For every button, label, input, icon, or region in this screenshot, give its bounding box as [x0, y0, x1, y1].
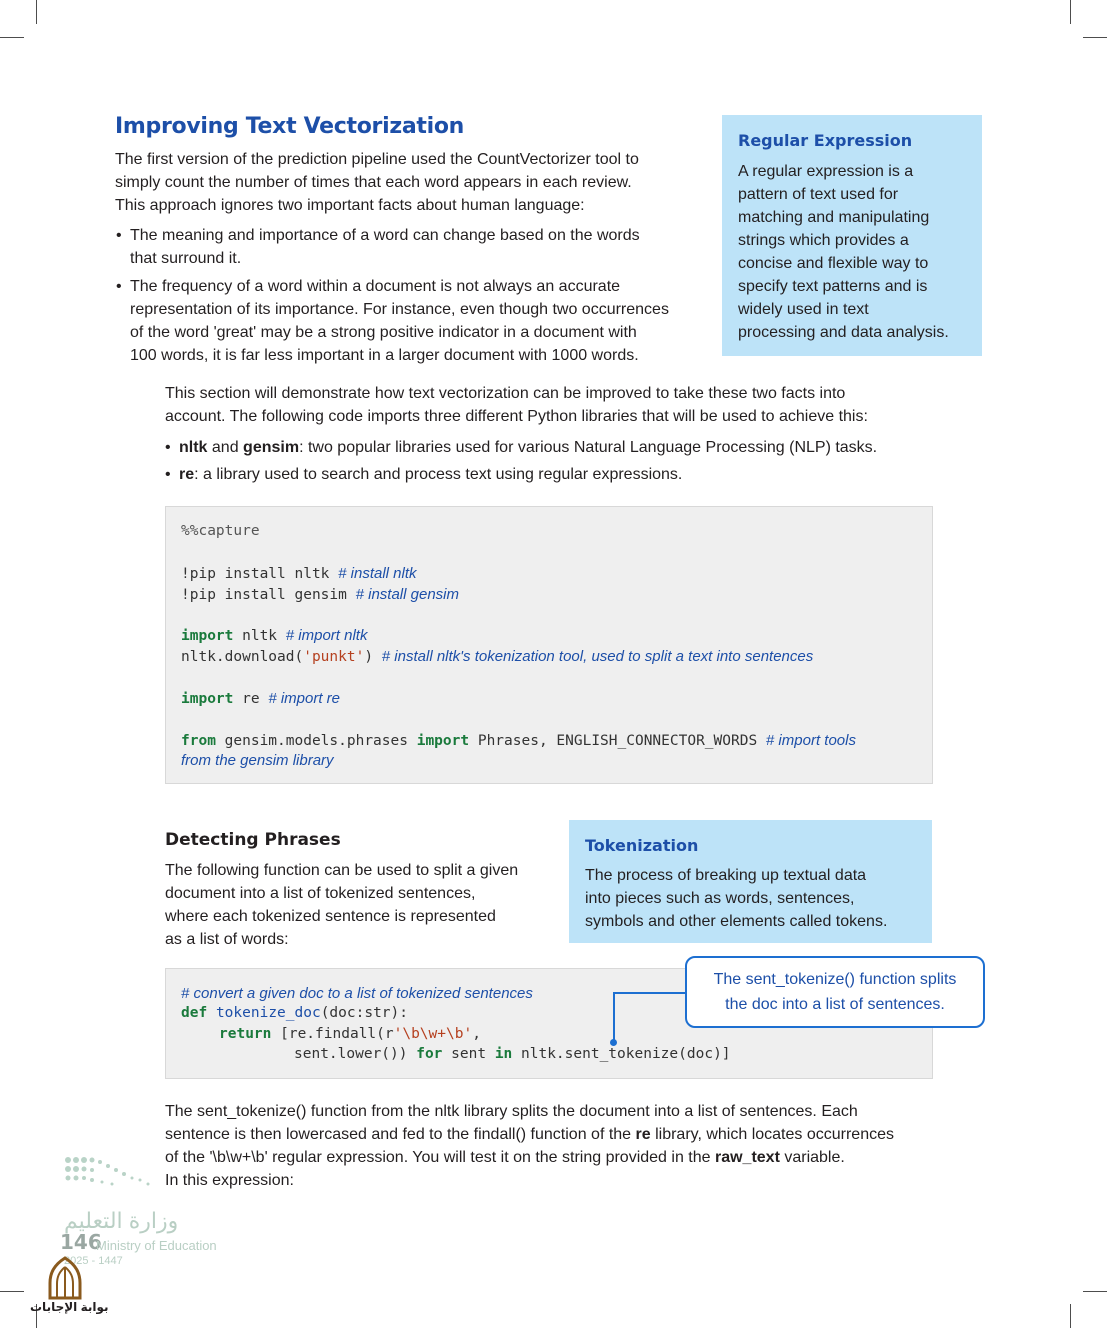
code-text: gensim.models.phrases	[215, 733, 417, 749]
code-text: sent	[442, 1046, 495, 1062]
code-text: Phrases, ENGLISH_CONNECTOR_WORDS	[469, 733, 766, 749]
closing-text: of the '\b\w+\b' regular expression. You will test it on the string provided in the	[165, 1149, 715, 1166]
closing-bold: raw_text	[714, 1149, 780, 1166]
callout-connector	[613, 992, 687, 994]
code-text: (doc:str):	[320, 1005, 409, 1021]
code-keyword: import	[416, 733, 470, 749]
callout-line: the doc into a list of sentences.	[725, 996, 945, 1013]
intro-line: This approach ignores two important facts about human language:	[115, 197, 585, 214]
closing-text: library, which locates occurrences	[650, 1126, 894, 1143]
code-keyword: return	[219, 1026, 272, 1042]
code-line: %%capture	[181, 523, 260, 539]
library-desc: : a library used to search and process text using regular expressions.	[194, 466, 683, 483]
code-comment: # install nltk's tokenization tool, used to split a text into sentences	[381, 648, 814, 665]
code-keyword: def	[181, 1005, 208, 1021]
code-comment: # install nltk	[338, 565, 417, 582]
regex-box-line: processing and data analysis.	[738, 324, 949, 341]
demo-line: This section will demonstrate how text vectorization can be improved to take these two facts into	[165, 385, 846, 402]
code-line	[181, 648, 813, 665]
code-line	[294, 1046, 731, 1062]
closing-text: sentence is then lowercased and fed to the findall() function of the	[165, 1126, 636, 1143]
bullet-icon: •	[165, 466, 171, 483]
regex-box-line: concise and flexible way to	[738, 255, 929, 272]
code-keyword: for	[416, 1046, 443, 1062]
regex-definition-box	[722, 115, 982, 356]
library-name: nltk	[179, 439, 208, 456]
intro-line: The first version of the prediction pipeline used the CountVectorizer tool to	[115, 151, 639, 168]
code-comment: # install gensim	[355, 586, 459, 603]
fact-line: The frequency of a word within a document is not always an accurate	[130, 278, 621, 295]
code-line	[181, 732, 856, 749]
crop-mark	[36, 0, 37, 24]
library-name: gensim	[243, 439, 300, 456]
callout-connector	[613, 992, 615, 1042]
closing-line	[165, 1123, 894, 1146]
closing-line: The sent_tokenize() function from the nltk library splits the document into a list of sentences. Each	[165, 1103, 858, 1120]
bullet-icon: •	[165, 439, 171, 456]
tokenization-definition-box	[569, 820, 932, 943]
code-text: nltk	[233, 628, 286, 644]
token-box-line: The process of breaking up textual data	[585, 867, 867, 884]
code-text: [re.findall(r	[271, 1026, 394, 1042]
site-name-arabic: بوابة الإجابات	[30, 1300, 109, 1314]
code-text: ,	[472, 1026, 481, 1042]
page-number: 146	[60, 1230, 102, 1254]
regex-box-line: A regular expression is a	[738, 163, 914, 180]
site-logo-icon	[44, 1255, 86, 1301]
detecting-line: The following function can be used to split a given	[165, 862, 519, 879]
code-text: re	[233, 691, 269, 707]
fact-line: 100 words, it is far less important in a larger document with 1000 words.	[130, 347, 639, 364]
code-text: !pip install nltk	[181, 566, 339, 582]
fact-line: The meaning and importance of a word can change based on the words	[130, 227, 640, 244]
code-line	[181, 752, 334, 769]
ministry-dots-logo	[62, 1150, 172, 1200]
fact-line: representation of its importance. For instance, even though two occurrences	[130, 301, 669, 318]
crop-mark	[1070, 0, 1071, 24]
regex-box-line: specify text patterns and is	[738, 278, 928, 295]
code-text: )	[364, 649, 382, 665]
ministry-name-arabic: وزارة التعليم	[64, 1208, 179, 1233]
crop-mark	[1070, 1304, 1071, 1328]
crop-mark	[0, 1291, 24, 1292]
code-comment: # import nltk	[285, 627, 368, 644]
code-keyword: import	[181, 628, 234, 644]
demo-line: account. The following code imports three different Python libraries that will be used to achieve this:	[165, 408, 868, 425]
token-box-title: Tokenization	[585, 836, 699, 855]
edition-year: 2025 - 1447	[64, 1255, 123, 1267]
fact-item	[116, 275, 669, 367]
regex-box-line: strings which provides a	[738, 232, 909, 249]
fact-line: of the word 'great' may be a strong positive indicator in a document with	[130, 324, 637, 341]
code-text: nltk.sent_tokenize(doc)]	[512, 1046, 731, 1062]
code-keyword: in	[494, 1046, 513, 1062]
regex-box-line: matching and manipulating	[738, 209, 930, 226]
detecting-line: document into a list of tokenized sentences,	[165, 885, 476, 902]
code-string: '\b\w+\b'	[393, 1026, 473, 1042]
fact-item	[116, 224, 640, 270]
code-comment: # import re	[268, 690, 341, 707]
code-comment: from the gensim library	[181, 752, 334, 769]
code-line	[181, 586, 459, 603]
intro-line: simply count the number of times that each word appears in each review.	[115, 174, 632, 191]
code-string: 'punkt'	[303, 649, 365, 665]
code-function-name: tokenize_doc	[215, 1005, 321, 1021]
code-line	[181, 690, 340, 707]
code-keyword: import	[181, 691, 234, 707]
bullet-icon: •	[116, 278, 122, 295]
library-joiner: and	[207, 439, 244, 456]
code-text: sent.lower())	[294, 1046, 417, 1062]
code-text: !pip install gensim	[181, 587, 356, 603]
crop-mark	[1083, 37, 1107, 38]
code-block-imports	[165, 506, 933, 784]
crop-mark	[0, 37, 24, 38]
closing-text: variable.	[779, 1149, 845, 1166]
closing-line: In this expression:	[165, 1172, 294, 1189]
section-title: Improving Text Vectorization	[115, 114, 465, 139]
callout-anchor-dot	[610, 1039, 617, 1046]
regex-box-line: widely used in text	[738, 301, 869, 318]
regex-box-title: Regular Expression	[738, 131, 913, 150]
bullet-icon: •	[116, 227, 122, 244]
code-line	[219, 1026, 481, 1042]
code-line	[181, 565, 417, 582]
closing-bold: re	[635, 1126, 651, 1143]
code-keyword: from	[181, 733, 216, 749]
detecting-line: where each tokenized sentence is represented	[165, 908, 496, 925]
code-line	[181, 627, 367, 644]
crop-mark	[1083, 1291, 1107, 1292]
code-comment: # import tools	[765, 732, 856, 749]
callout-line: The sent_tokenize() function splits	[713, 971, 957, 988]
token-box-line: into pieces such as words, sentences,	[585, 890, 855, 907]
token-box-line: symbols and other elements called tokens.	[585, 913, 888, 930]
fact-line: that surround it.	[130, 250, 242, 267]
code-line	[181, 985, 533, 1002]
sent-tokenize-callout	[685, 956, 985, 1028]
detecting-line: as a list of words:	[165, 931, 289, 948]
code-line	[181, 1005, 408, 1021]
library-item	[165, 436, 878, 459]
code-text: nltk.download(	[181, 649, 304, 665]
closing-line	[165, 1146, 845, 1169]
library-name: re	[179, 466, 195, 483]
code-comment: # convert a given doc to a list of tokenized sentences	[181, 985, 533, 1002]
library-desc: : two popular libraries used for various Natural Language Processing (NLP) tasks.	[299, 439, 878, 456]
detecting-phrases-title: Detecting Phrases	[165, 830, 341, 850]
library-item	[165, 463, 683, 486]
ministry-name-english: Ministry of Education	[96, 1238, 217, 1253]
regex-box-line: pattern of text used for	[738, 186, 899, 203]
